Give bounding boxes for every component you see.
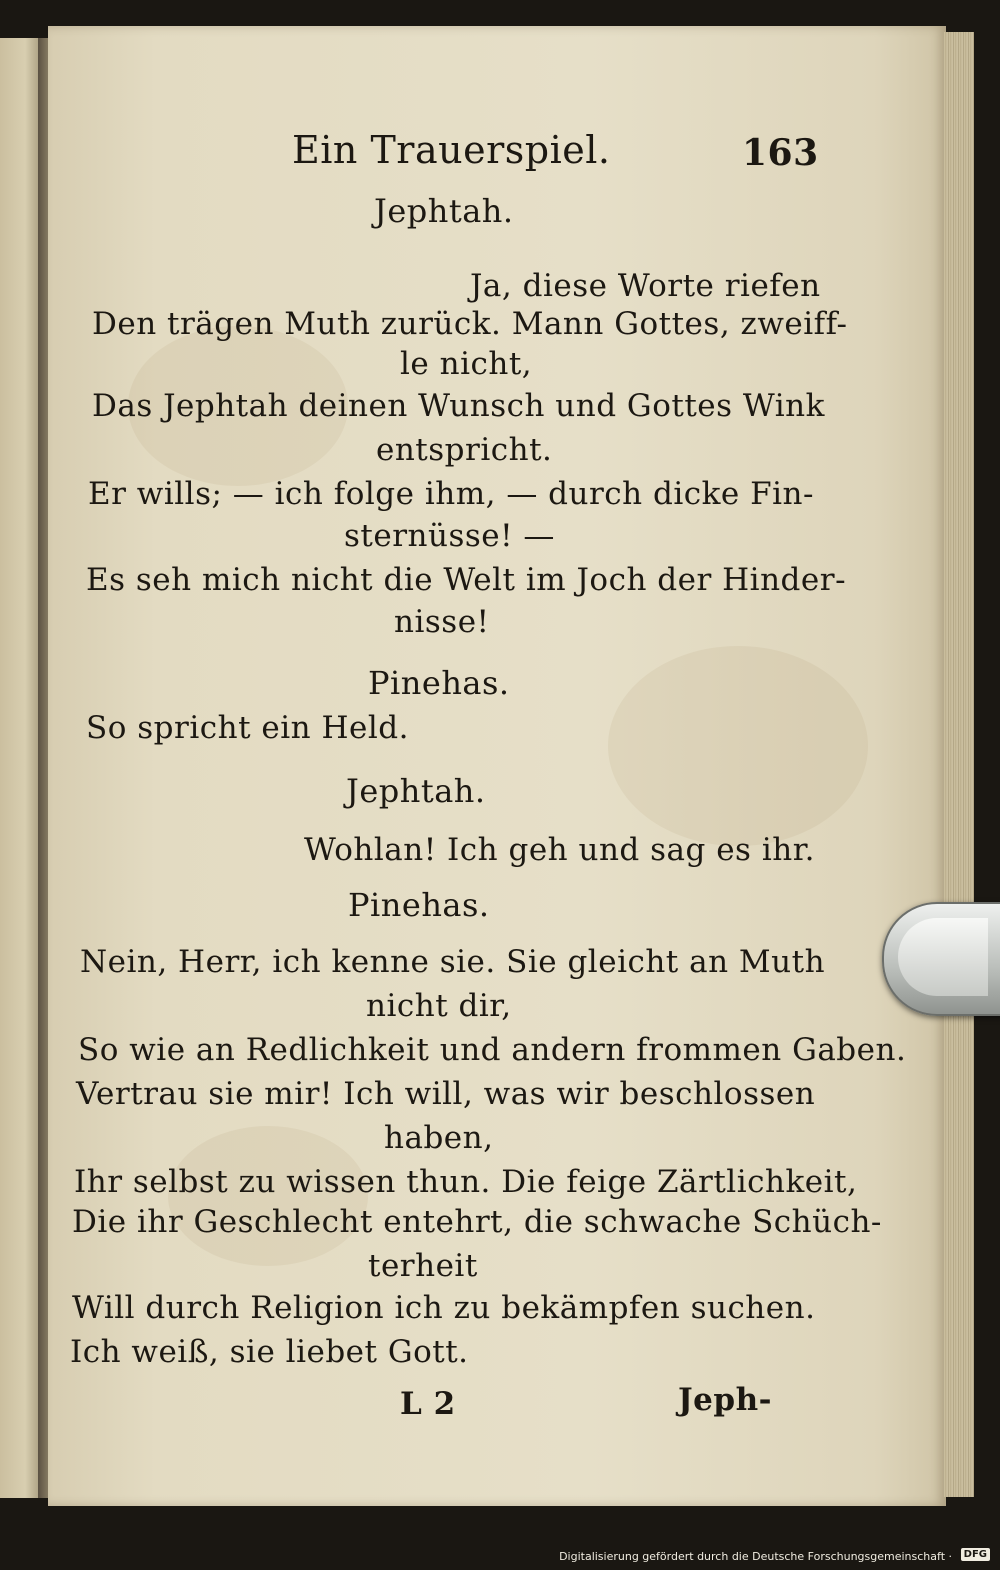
verse-line: Ja, diese Worte riefen xyxy=(470,268,821,304)
catchword: Jeph- xyxy=(678,1382,772,1418)
dfg-logo: DFG xyxy=(961,1548,990,1561)
verse-line: haben, xyxy=(384,1120,494,1156)
speaker-label: Pinehas. xyxy=(368,664,510,702)
verse-line: Vertrau sie mir! Ich will, was wir beschlossen xyxy=(76,1076,816,1112)
page-clip xyxy=(882,902,1000,1016)
book-page xyxy=(48,26,946,1506)
verse-line: Das Jephtah deinen Wunsch und Gottes Wink xyxy=(92,388,825,424)
verse-line: nicht dir, xyxy=(366,988,512,1024)
speaker-label: Jephtah. xyxy=(374,192,514,230)
verse-line: So spricht ein Held. xyxy=(86,710,409,746)
verse-line: Ich weiß, sie liebet Gott. xyxy=(70,1334,469,1370)
verse-line: Es seh mich nicht die Welt im Joch der Hinder- xyxy=(86,562,847,598)
verse-line: le nicht, xyxy=(400,346,533,382)
verse-line: Den trägen Muth zurück. Mann Gottes, zweiff- xyxy=(92,306,848,342)
running-head-title: Ein Trauerspiel. xyxy=(292,128,611,172)
verse-line: So wie an Redlichkeit und andern frommen Gaben. xyxy=(78,1032,907,1068)
verse-line: Ihr selbst zu wissen thun. Die feige Zärtlichkeit, xyxy=(74,1164,858,1200)
verse-line: Nein, Herr, ich kenne sie. Sie gleicht an Muth xyxy=(80,944,826,980)
verse-line: entspricht. xyxy=(376,432,553,468)
speaker-label: Pinehas. xyxy=(348,886,490,924)
verse-line: Will durch Religion ich zu bekämpfen suchen. xyxy=(72,1290,816,1326)
digitization-credit: Digitalisierung gefördert durch die Deutsche Forschungsgemeinschaft · xyxy=(559,1550,952,1563)
verse-line: Die ihr Geschlecht entehrt, die schwache Schüch- xyxy=(72,1204,882,1240)
verse-line: sternüsse! — xyxy=(344,518,555,554)
verse-line: Wohlan! Ich geh und sag es ihr. xyxy=(304,832,815,868)
signature-mark: L 2 xyxy=(400,1386,456,1422)
facing-page-edge xyxy=(0,38,42,1498)
page-number: 163 xyxy=(742,132,819,174)
verse-line: nisse! xyxy=(394,604,490,640)
verse-line: Er wills; — ich folge ihm, — durch dicke Fin- xyxy=(88,476,814,512)
page-edges xyxy=(944,32,974,1497)
speaker-label: Jephtah. xyxy=(346,772,486,810)
verse-line: terheit xyxy=(368,1248,478,1284)
